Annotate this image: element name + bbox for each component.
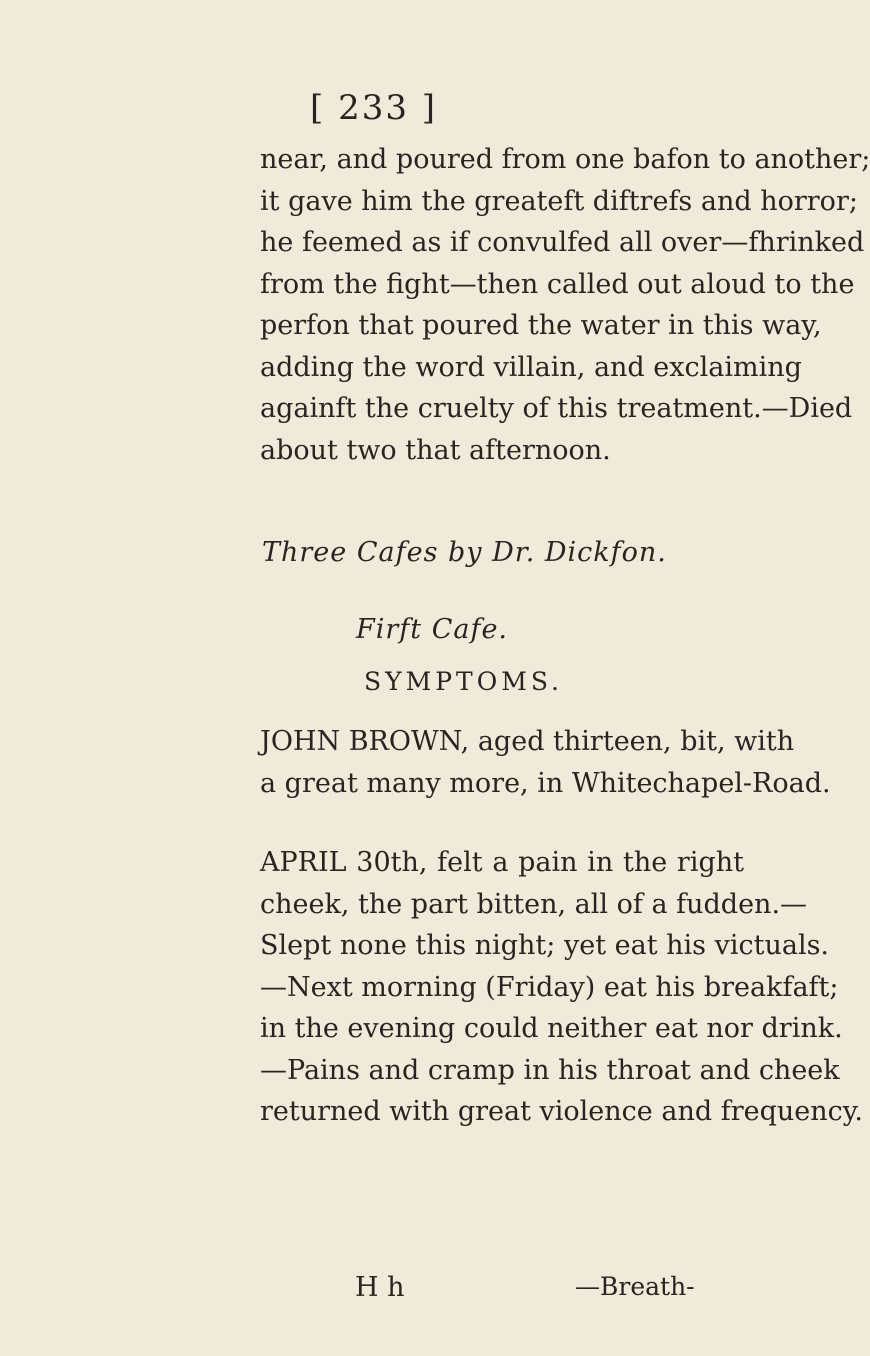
text-line: —Next morning (Friday) eat his breakfaft; xyxy=(260,971,839,1003)
text-line: returned with great violence and frequency. xyxy=(260,1096,864,1127)
text-line: —Pains and cramp in his throat and cheek xyxy=(260,1054,840,1086)
text-line: about two that afternoon. xyxy=(260,434,611,466)
text-line: a great many more, in Whitechapel-Road. xyxy=(260,767,831,799)
signature-mark: H h xyxy=(355,1272,405,1303)
text-line: in the evening could neither eat nor drink. xyxy=(260,1013,843,1044)
subsection-heading-first-case: Firft Cafe. xyxy=(356,614,509,645)
paragraph-body-1 xyxy=(260,139,870,471)
text-line: near, and poured from one bafon to another; xyxy=(260,144,870,175)
text-line: he feemed as if convulfed all over—fhrinked xyxy=(260,227,865,258)
paragraph-body-2 xyxy=(260,721,831,804)
text-line: againft the cruelty of this treatment.—Died xyxy=(260,393,853,424)
text-line: it gave him the greateft diftrefs and horror; xyxy=(260,185,858,217)
text-line: cheek, the part bitten, all of a fudden.— xyxy=(260,888,808,920)
section-heading-three-cases: Three Cafes by Dr. Dickfon. xyxy=(262,537,667,568)
text-line: perfon that poured the water in this way, xyxy=(260,310,822,341)
text-line: Slept none this night; yet eat his victuals. xyxy=(260,930,830,961)
catchword: —Breath- xyxy=(575,1272,695,1301)
text-line: from the fight—then called out aloud to the xyxy=(260,268,855,300)
text-line: APRIL 30th, felt a pain in the right xyxy=(260,847,744,878)
page-number: [ 233 ] xyxy=(310,88,438,128)
text-line: JOHN BROWN, aged thirteen, bit, with xyxy=(260,726,795,757)
text-line: adding the word villain, and exclaiming xyxy=(260,351,802,383)
symptoms-heading: SYMPTOMS. xyxy=(364,667,564,696)
paragraph-body-3 xyxy=(260,842,864,1133)
